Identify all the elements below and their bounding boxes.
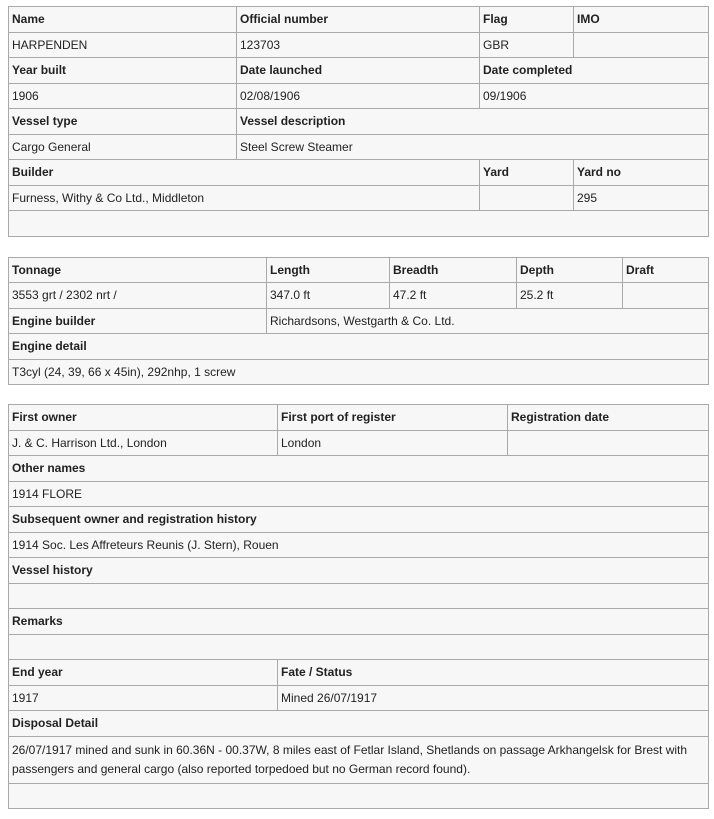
first-port-label: First port of register [278, 405, 508, 431]
disposal-value: 26/07/1917 mined and sunk in 60.36N - 00.37W, 8 miles east of Fetlar Island, Shetlands on passage Arkhangelsk for Brest with passengers and general cargo (also reported torpedoed but no German record found). [9, 737, 709, 784]
tonnage-value: 3553 grt / 2302 nrt / [9, 283, 267, 309]
yard-no-value: 295 [574, 186, 709, 211]
subsequent-owner-value: 1914 Soc. Les Affreteurs Reunis (J. Stern), Rouen [9, 533, 709, 558]
name-label: Name [9, 7, 237, 33]
date-completed-label: Date completed [480, 58, 709, 84]
subsequent-owner-label: Subsequent owner and registration history [9, 507, 709, 533]
other-names-label: Other names [9, 456, 709, 482]
dimensions-table [8, 257, 709, 385]
end-year-value: 1917 [9, 686, 278, 711]
vessel-type-label: Vessel type [9, 109, 237, 135]
breadth-value: 47.2 ft [390, 283, 517, 309]
official-number-value: 123703 [237, 33, 480, 58]
draft-value [623, 283, 709, 309]
date-launched-label: Date launched [237, 58, 480, 84]
first-owner-value: J. & C. Harrison Ltd., London [9, 431, 278, 456]
other-names-value: 1914 FLORE [9, 482, 709, 507]
engine-builder-value: Richardsons, Westgarth & Co. Ltd. [267, 309, 709, 334]
official-number-label: Official number [237, 7, 480, 33]
vessel-history-label: Vessel history [9, 558, 709, 584]
name-value: HARPENDEN [9, 33, 237, 58]
fate-value: Mined 26/07/1917 [278, 686, 709, 711]
first-owner-label: First owner [9, 405, 278, 431]
year-built-value: 1906 [9, 84, 237, 109]
length-label: Length [267, 258, 390, 283]
history-table [8, 404, 709, 809]
vessel-description-label: Vessel description [237, 109, 709, 135]
yard-no-label: Yard no [574, 160, 709, 186]
yard-label: Yard [480, 160, 574, 186]
remarks-value [9, 635, 709, 660]
date-launched-value: 02/08/1906 [237, 84, 480, 109]
registration-date-label: Registration date [508, 405, 709, 431]
engine-detail-label: Engine detail [9, 334, 709, 360]
yard-value [480, 186, 574, 211]
vessel-history-value [9, 584, 709, 609]
first-port-value: London [278, 431, 508, 456]
vessel-identity-table [8, 6, 709, 237]
vessel-type-value: Cargo General [9, 135, 237, 160]
year-built-label: Year built [9, 58, 237, 84]
registration-date-value [508, 431, 709, 456]
imo-value [574, 33, 709, 58]
remarks-label: Remarks [9, 609, 709, 635]
date-completed-value: 09/1906 [480, 84, 709, 109]
empty-row [9, 784, 709, 809]
draft-label: Draft [623, 258, 709, 283]
builder-label: Builder [9, 160, 480, 186]
engine-detail-value: T3cyl (24, 39, 66 x 45in), 292nhp, 1 screw [9, 360, 709, 385]
engine-builder-label: Engine builder [9, 309, 267, 334]
fate-label: Fate / Status [278, 660, 709, 686]
imo-label: IMO [574, 7, 709, 33]
builder-value: Furness, Withy & Co Ltd., Middleton [9, 186, 480, 211]
length-value: 347.0 ft [267, 283, 390, 309]
depth-label: Depth [517, 258, 623, 283]
tonnage-label: Tonnage [9, 258, 267, 283]
breadth-label: Breadth [390, 258, 517, 283]
end-year-label: End year [9, 660, 278, 686]
vessel-description-value: Steel Screw Steamer [237, 135, 709, 160]
flag-label: Flag [480, 7, 574, 33]
depth-value: 25.2 ft [517, 283, 623, 309]
flag-value: GBR [480, 33, 574, 58]
empty-row [9, 211, 709, 237]
disposal-label: Disposal Detail [9, 711, 709, 737]
